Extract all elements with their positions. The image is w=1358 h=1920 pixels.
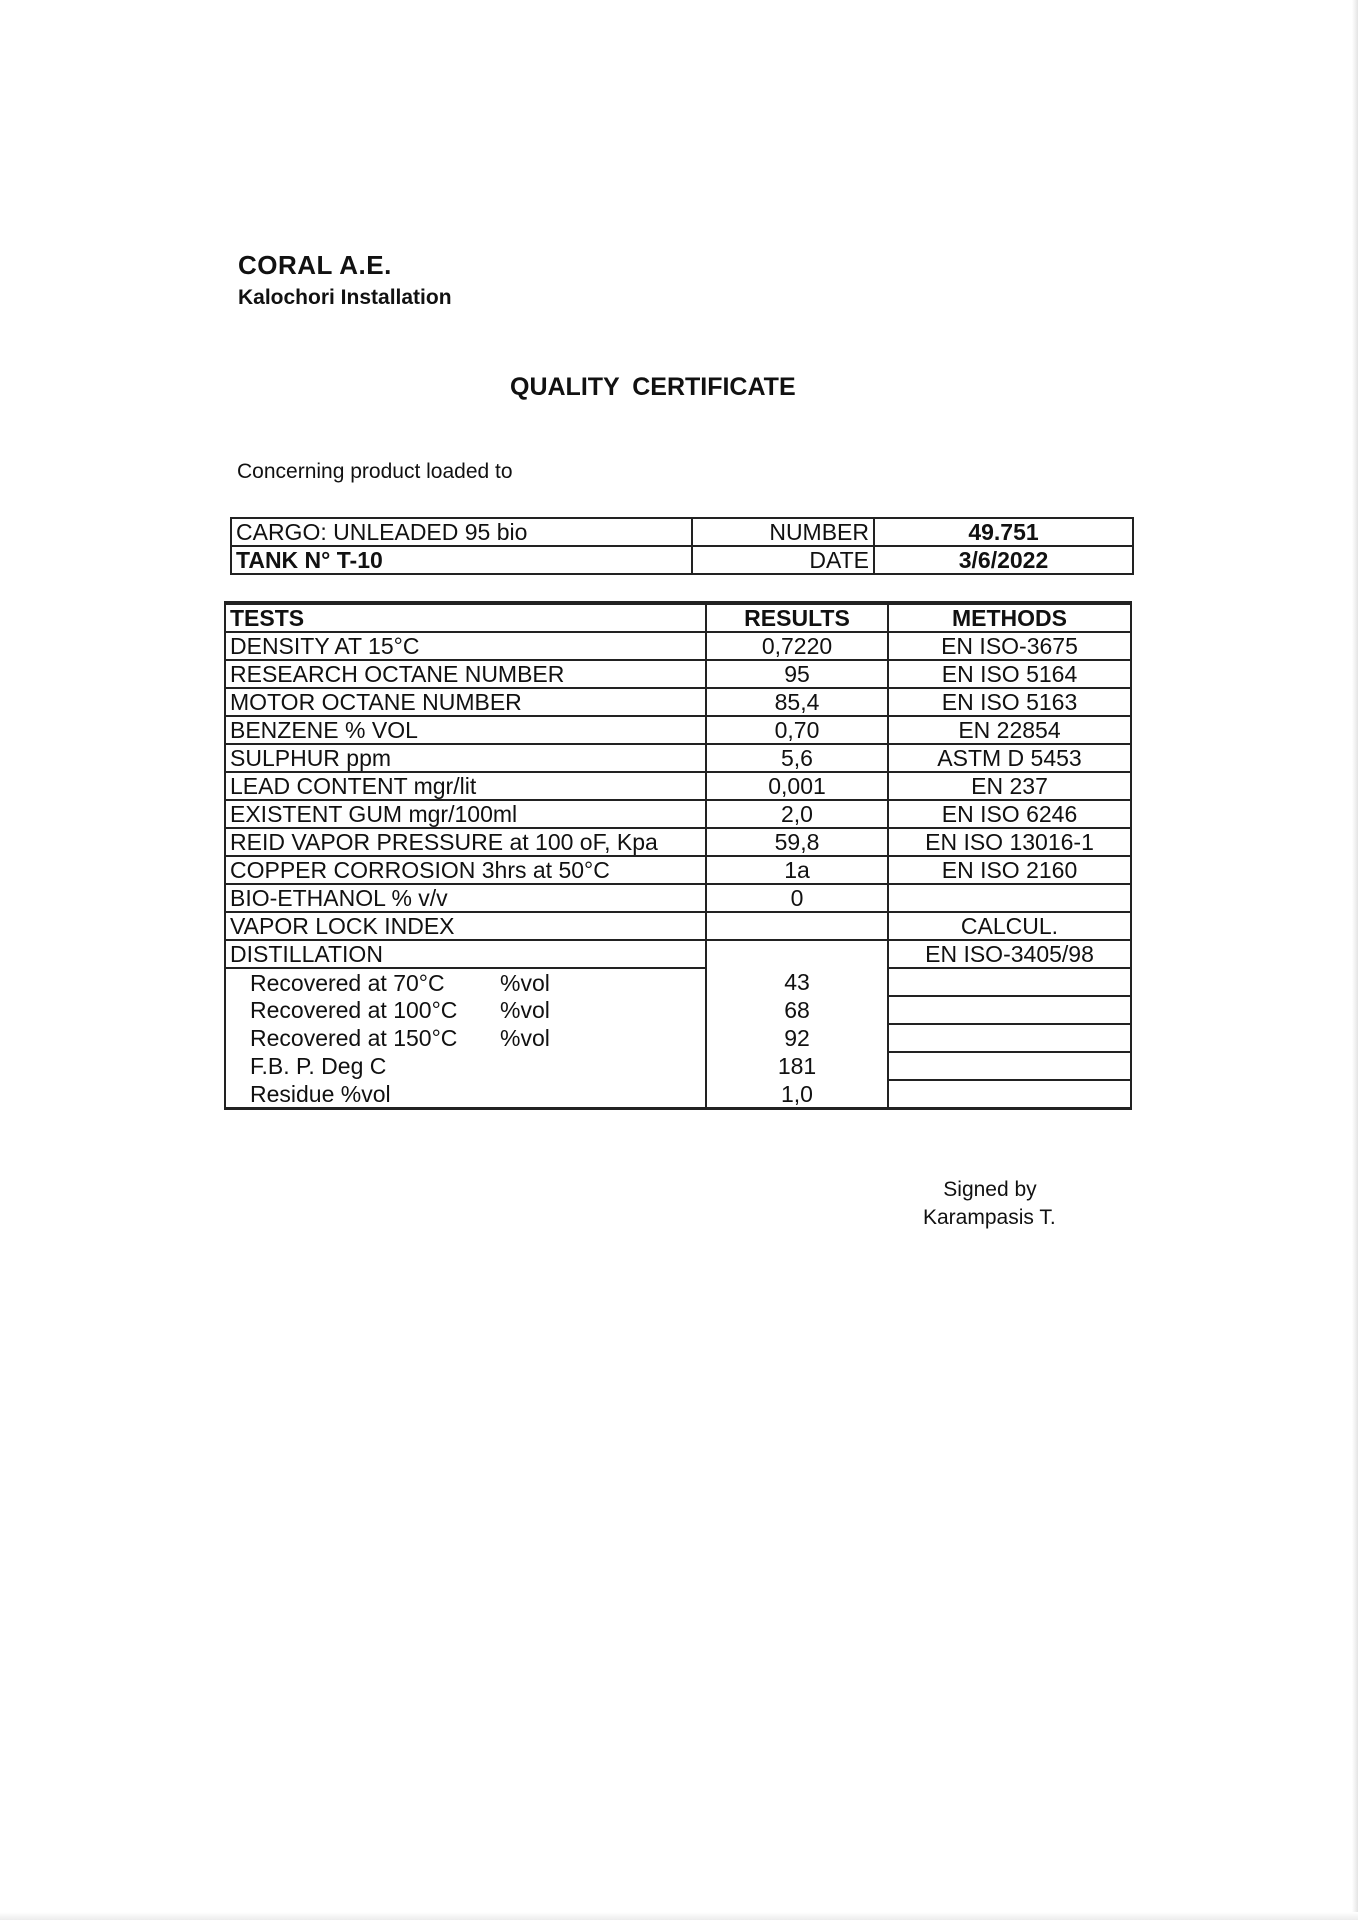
distillation-item-result: 68 — [706, 996, 888, 1024]
distillation-item-method — [888, 996, 1131, 1024]
test-method: EN ISO 6246 — [888, 800, 1131, 828]
signature-block — [923, 1176, 1056, 1232]
test-result: 2,0 — [706, 800, 888, 828]
distillation-item-method — [888, 1052, 1131, 1080]
signer-name: Karampasis T. — [923, 1206, 1056, 1229]
test-name: COPPER CORROSION 3hrs at 50°C — [225, 856, 706, 884]
test-method: EN ISO 13016-1 — [888, 828, 1131, 856]
test-name: RESEARCH OCTANE NUMBER — [225, 660, 706, 688]
test-result: 0,70 — [706, 716, 888, 744]
distillation-item-result: 181 — [706, 1052, 888, 1080]
company-site: Kalochori Installation — [238, 286, 452, 309]
company-name: CORAL A.E. — [238, 250, 392, 280]
distillation-item-label: F.B. P. Deg C — [250, 1053, 387, 1079]
document-title: QUALITY CERTIFICATE — [510, 373, 796, 401]
table-row — [225, 856, 1131, 884]
distillation-item-result: 43 — [706, 968, 888, 996]
number-label: NUMBER — [692, 518, 874, 546]
distillation-item-result: 92 — [706, 1024, 888, 1052]
table-row — [225, 800, 1131, 828]
test-method: EN 22854 — [888, 716, 1131, 744]
test-method — [888, 884, 1131, 912]
table-row — [225, 912, 1131, 940]
table-row — [225, 688, 1131, 716]
test-result: 0 — [706, 884, 888, 912]
signed-by-label: Signed by — [943, 1178, 1037, 1201]
distillation-result — [706, 940, 888, 968]
test-name: VAPOR LOCK INDEX — [225, 912, 706, 940]
table-row — [225, 884, 1131, 912]
distillation-item — [225, 996, 706, 1024]
distillation-method: EN ISO-3405/98 — [888, 940, 1131, 968]
test-name: REID VAPOR PRESSURE at 100 oF, Kpa — [225, 828, 706, 856]
test-result: 0,001 — [706, 772, 888, 800]
test-name: BENZENE % VOL — [225, 716, 706, 744]
intro-text: Concerning product loaded to — [237, 460, 513, 483]
cargo-row — [231, 518, 1133, 546]
distillation-item — [225, 1052, 706, 1080]
results-header: RESULTS — [706, 603, 888, 632]
distillation-item-method — [888, 1024, 1131, 1052]
test-name: SULPHUR ppm — [225, 744, 706, 772]
distillation-item-result: 1,0 — [706, 1080, 888, 1109]
distillation-item-method — [888, 1080, 1131, 1109]
test-result: 85,4 — [706, 688, 888, 716]
distillation-item-label: Residue %vol — [250, 1080, 391, 1107]
date-value: 3/6/2022 — [874, 546, 1133, 574]
distillation-item-label: Recovered at 150°C — [250, 1025, 458, 1051]
distillation-item-method — [888, 968, 1131, 996]
tank-row — [231, 546, 1133, 574]
table-row — [225, 828, 1131, 856]
distillation-item-unit: %vol — [500, 969, 550, 996]
tank-label: TANK N° T-10 — [231, 546, 692, 574]
methods-header: METHODS — [888, 603, 1131, 632]
distillation-item-label: Recovered at 100°C — [250, 997, 458, 1023]
distillation-item — [225, 968, 706, 996]
test-name: MOTOR OCTANE NUMBER — [225, 688, 706, 716]
test-result — [706, 912, 888, 940]
test-method: EN ISO 5163 — [888, 688, 1131, 716]
number-value: 49.751 — [874, 518, 1133, 546]
test-method: EN ISO-3675 — [888, 632, 1131, 660]
test-method: EN ISO 5164 — [888, 660, 1131, 688]
test-method: EN ISO 2160 — [888, 856, 1131, 884]
test-result: 95 — [706, 660, 888, 688]
test-result: 0,7220 — [706, 632, 888, 660]
test-result: 59,8 — [706, 828, 888, 856]
distillation-row — [225, 940, 1131, 968]
table-row — [225, 772, 1131, 800]
test-method: EN 237 — [888, 772, 1131, 800]
cargo-label: CARGO: UNLEADED 95 bio — [231, 518, 692, 546]
distillation-item — [225, 1080, 706, 1109]
distillation-item-unit: %vol — [500, 997, 550, 1023]
tests-table — [224, 601, 1132, 1110]
distillation-item — [225, 1024, 706, 1052]
page-edge — [1352, 0, 1358, 1920]
distillation-item-unit: %vol — [500, 1025, 550, 1051]
distillation-sub-row — [225, 1024, 1131, 1052]
distillation-item-label: Recovered at 70°C — [250, 969, 445, 996]
test-result: 5,6 — [706, 744, 888, 772]
test-name: LEAD CONTENT mgr/lit — [225, 772, 706, 800]
table-row — [225, 660, 1131, 688]
tests-header: TESTS — [225, 603, 706, 632]
test-name: BIO-ETHANOL % v/v — [225, 884, 706, 912]
distillation-sub-row — [225, 968, 1131, 996]
date-label: DATE — [692, 546, 874, 574]
tests-header-row — [225, 603, 1131, 632]
test-method: ASTM D 5453 — [888, 744, 1131, 772]
table-row — [225, 744, 1131, 772]
table-row — [225, 716, 1131, 744]
test-result: 1a — [706, 856, 888, 884]
cargo-info-table — [230, 517, 1134, 575]
page-edge — [0, 1912, 1358, 1920]
distillation-sub-row — [225, 1080, 1131, 1109]
test-name: DENSITY AT 15°C — [225, 632, 706, 660]
table-row — [225, 632, 1131, 660]
test-name: EXISTENT GUM mgr/100ml — [225, 800, 706, 828]
distillation-sub-row — [225, 996, 1131, 1024]
distillation-label: DISTILLATION — [225, 940, 706, 968]
distillation-sub-row — [225, 1052, 1131, 1080]
test-method: CALCUL. — [888, 912, 1131, 940]
